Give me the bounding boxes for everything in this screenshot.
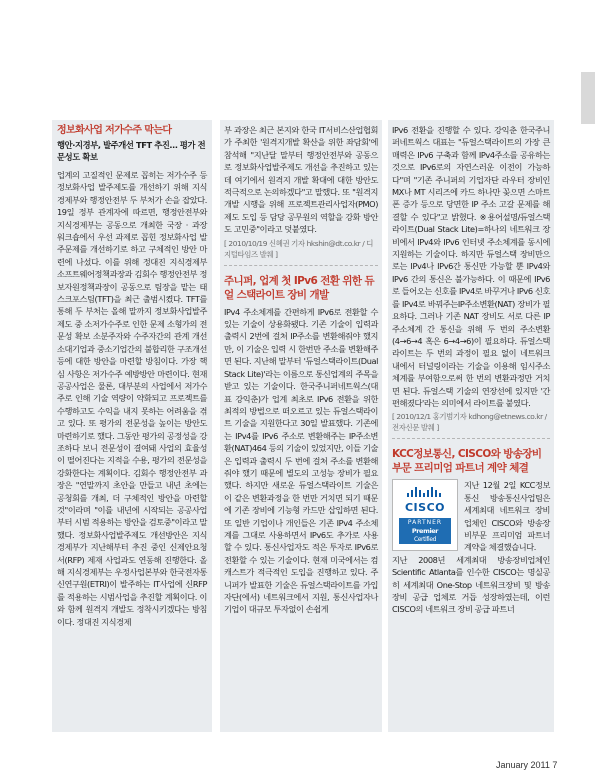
article-3-heading: KCC정보통신, CISCO와 방송장비부문 프리미엄 파트너 계약 체결 (392, 448, 542, 475)
divider (224, 265, 378, 266)
article-2-heading: 주니퍼, 업계 첫 IPv6 전환 위한 듀얼 스택라이트 장비 개발 (224, 274, 375, 301)
article-1-heading: 정보화사업 저가수주 막는다 (57, 125, 172, 136)
column-2 (224, 124, 378, 616)
partner-badge (399, 518, 451, 544)
corner-tab (581, 72, 595, 124)
article-1-body: 업계의 고질적인 문제로 꼽히는 저가수주 등 정보화사업 발주제도를 개선하기 위해 지식경제부와 행정안전부 두 부처가 손을 잡았다. 19일 정부 관계자에 따르면, 행정안전부와 지식경제부는 공동으로 개최한 국장 · 과장 워크숍에서 우선 과제로 꼽힌 정보화사업 발주문제를 개선하기로 하고 구체적인 방안 마련에 나섰다. 이를 위해 정대진 지식경제부 소프트웨어정책과장과 김회수 행정안전부 정보자원정책과장이 공동으로 팀장을 맡는 태스크포스팀(TFT)을 최근 출범시켰다. TFT를 통해 두 부처는 올해 말까지 정보화사업발주제도 중 소저가수주로 인한 문제 소형가의 전문성 확보 소분주자와 수주자간의 관계 개선 소대기업과 중소기업간의 불합리한 구조개선 등에 대한 방안을 마련할 방침이다. 가장 핵심 사항은 저가수주 예방방안 마련이다. 현재 공공사업은 물론, 대부분의 사업에서 저가수주로 인해 기술 역량이 약화되고 프로젝트를 수행하고도 수익을 내지 못하는 어려움을 겪고 있다. 또 평가의 전문성을 높이는 방안도 마련하기로 했다. 그동안 평가의 공정성을 강조하다 보니 전문성이 결여돼 사업의 효율성이 떨어진다는 지적을 수용, 평가의 전문성을 강화한다는 계획이다. 김회수 행정안전부 과장은 "연말까지 초안을 만들고 내년 초에는 공청회를 개최, 더 구체적인 방안을 마련할 것"이라며 "이를 내년에 시작되는 공공사업부터 시범 적용하는 방안을 검토중"이라고 말했다. 정보화사업발주제도 개선방안은 지식경제부가 지난해부터 추진 중인 신제안요청서(RFP) 제재 사업과도 연동해 진행한다. 올해 지식경제부는 우정사업본부와 한국전자통신연구원(ETRI)이 발주하는 IT사업에 신RFP를 적용하는 시범사업을 추진할 계획이다. 이와 함께 원격지 개발도 정착시키겠다는 방침이다. 정대진 지식경제 (57, 170, 207, 627)
article-3-lead: 지난 12월 2일 KCC정보통신 방송통신사업팀은 세계최대 네트워크 장비업체인 CISCO와 방송장비부문 프리미엄 파트너 계약을 체결했습니다. (464, 480, 550, 553)
article-1-credit: [ 2010/10/19 신혜권 기자 hkshin@dt.co.kr / 디지털타임즈 발췌 ] (224, 238, 373, 259)
partner-label: PARTNER (407, 519, 443, 527)
page-footer: January 2011 7 (496, 760, 558, 770)
article-3-intro (392, 479, 550, 553)
divider (392, 438, 550, 439)
cisco-partner-logo (392, 479, 458, 551)
premier-label: Premier (411, 527, 439, 536)
cisco-bars-icon (407, 487, 441, 497)
article-1-body-continued: 부 과장은 최근 본지와 한국 IT서비스산업협회가 주최한 '원격지개발 확산을 위한 좌담회'에 참석해 "지난달 말부터 행정안전부와 공동으로 정보화사업발주제도 개선을 추진하고 있는데 여기에서 원격지 개발 확대에 대한 방안도 적극적으로 논의하겠다"고 말했다. 또 "원격지 개발 시행을 위해 프로젝트관리사업자(PMO) 제도 도입 등 담당 공무원의 역할을 강화 방안도 고민중"이라고 덧붙였다. (224, 125, 378, 235)
article-2-credit: [ 2010/12/1 홍기범기자 kdhong@etnews.co.kr / 전자신문 발췌 ] (392, 412, 547, 433)
certified-label: Certified (413, 536, 437, 544)
article-1-subheading: 행안·지경부, 발주개선 TFT 추진… 평가 전문성도 확보 (57, 140, 206, 162)
column-1 (57, 124, 207, 628)
article-3-body: 지난 2008년 세계최대 방송장비업체인 Scientific Atlanta를 인수한 CISCO는 명실공히 세계최대 One-Stop 네트워크장비 및 방송장비 공급 업체로 거듭 성장하였는데, 이런 CISCO의 네트워크 장비 공급 파트너 (392, 554, 550, 615)
article-2-body-continued: IPv6 전환을 진행할 수 있다. 강익춘 한국주니퍼네트웍스 대표는 "듀얼스택라이트의 가장 큰 매력은 IPv6 구축과 함께 IPv4주소를 공유하는 것으로 IPv6로의 자연스러운 이전이 가능하다"며 "기존 주니퍼의 기업자단 라우터 장비인 MX나 MT 시리즈에 카드 하나만 꽂으면 스마트폰 증가 등으로 당면한 IP 주소 고갈 문제를 해결할 수 있다"고 밝혔다. ※용어설명/듀얼스택라이트(Dual Stack Lite)=하나의 네트워크 장비에서 IPv4와 IPv6 인터넷 주소체계를 동시에 지원하는 기술이다. 하지만 듀얼스택 장비만으로는 IPv4나 IPv6간 통신만 가능할 뿐 IPv4와 IPv6 간의 통신은 불가능하다. 이 때문에 IPv6로 들어오는 신호를 IPv4로 바꾸거나 IPv6 신호를 IPv4로 바꿔주는IP주소변환(NAT) 장비가 필요하다. 그러나 기존 NAT 장비도 서로 다른 IP주소체계 간 통신을 위해 두 번의 주소변환(4→6→4 혹은 6→4→6)이 필요하다. 듀얼스택라이트는 두 번의 과정이 필요 없이 네트워크 내에서 터널링이라는 기술을 이용해 임시주소체계를 부여함으로써 한 번의 변환과정만 거치면 된다. 듀얼스택 기술의 연장선에 있지만 '간편해졌다'라는 의미에서 라이트를 붙였다. (392, 125, 550, 408)
cisco-wordmark: CISCO (404, 501, 445, 515)
column-3 (392, 124, 550, 616)
article-2-body: IPv4 주소체계를 간편하게 IPv6로 전환할 수 있는 기술이 상용화됐다. 기존 기술이 입력과 출력시 2번에 걸쳐 IP주소를 변환해줘야 했지만, 이 기술은 입력 시 한번만 주소를 변환해주면 된다. 지난해 말부터 '듀얼스택라이트(Dual Stack Lite)'라는 이름으로 통신업계의 주목을 받고 있는 기술이다. 한국주니퍼네트웍스(대표 강익춘)가 업계 최초로 IPv6 전환을 위한 최적의 방법으로 떠오르고 있는 듀얼스택라이트 기술을 지원한다고 30일 발표했다. 기존에는 IPv4를 IPv6 주소로 변환해주는 IP주소변환(NAT)464 등의 기술이 있었지만, 이들 기술은 입력과 출력시 두 번에 걸쳐 주소를 변환해줘야 했기 때문에 별도의 고성능 장비가 필요했다. 하지만 새로운 듀얼스택라이트 기술은 이 같은 변환과정을 한 번만 거치면 되기 때문에 기존 장비에 기능형 카드만 삽입하면 된다. 또 일반 기업이나 개인들은 기존 IPv4 주소체계를 그대로 사용하면서 IPv6도 추가로 사용할 수 있다. 통신사업자도 적은 투자로 IPv6로 전환할 수 있는 기술이다. 현재 미국에서는 컴캐스트가 적극적인 도입을 진행하고 있다. 주니퍼가 발표한 기술은 듀얼스택라이트를 가입자단(에서) 네트워크에서 지원, 통신사업자나 기업이 대규모 투자없이 손쉽게 (224, 306, 378, 615)
